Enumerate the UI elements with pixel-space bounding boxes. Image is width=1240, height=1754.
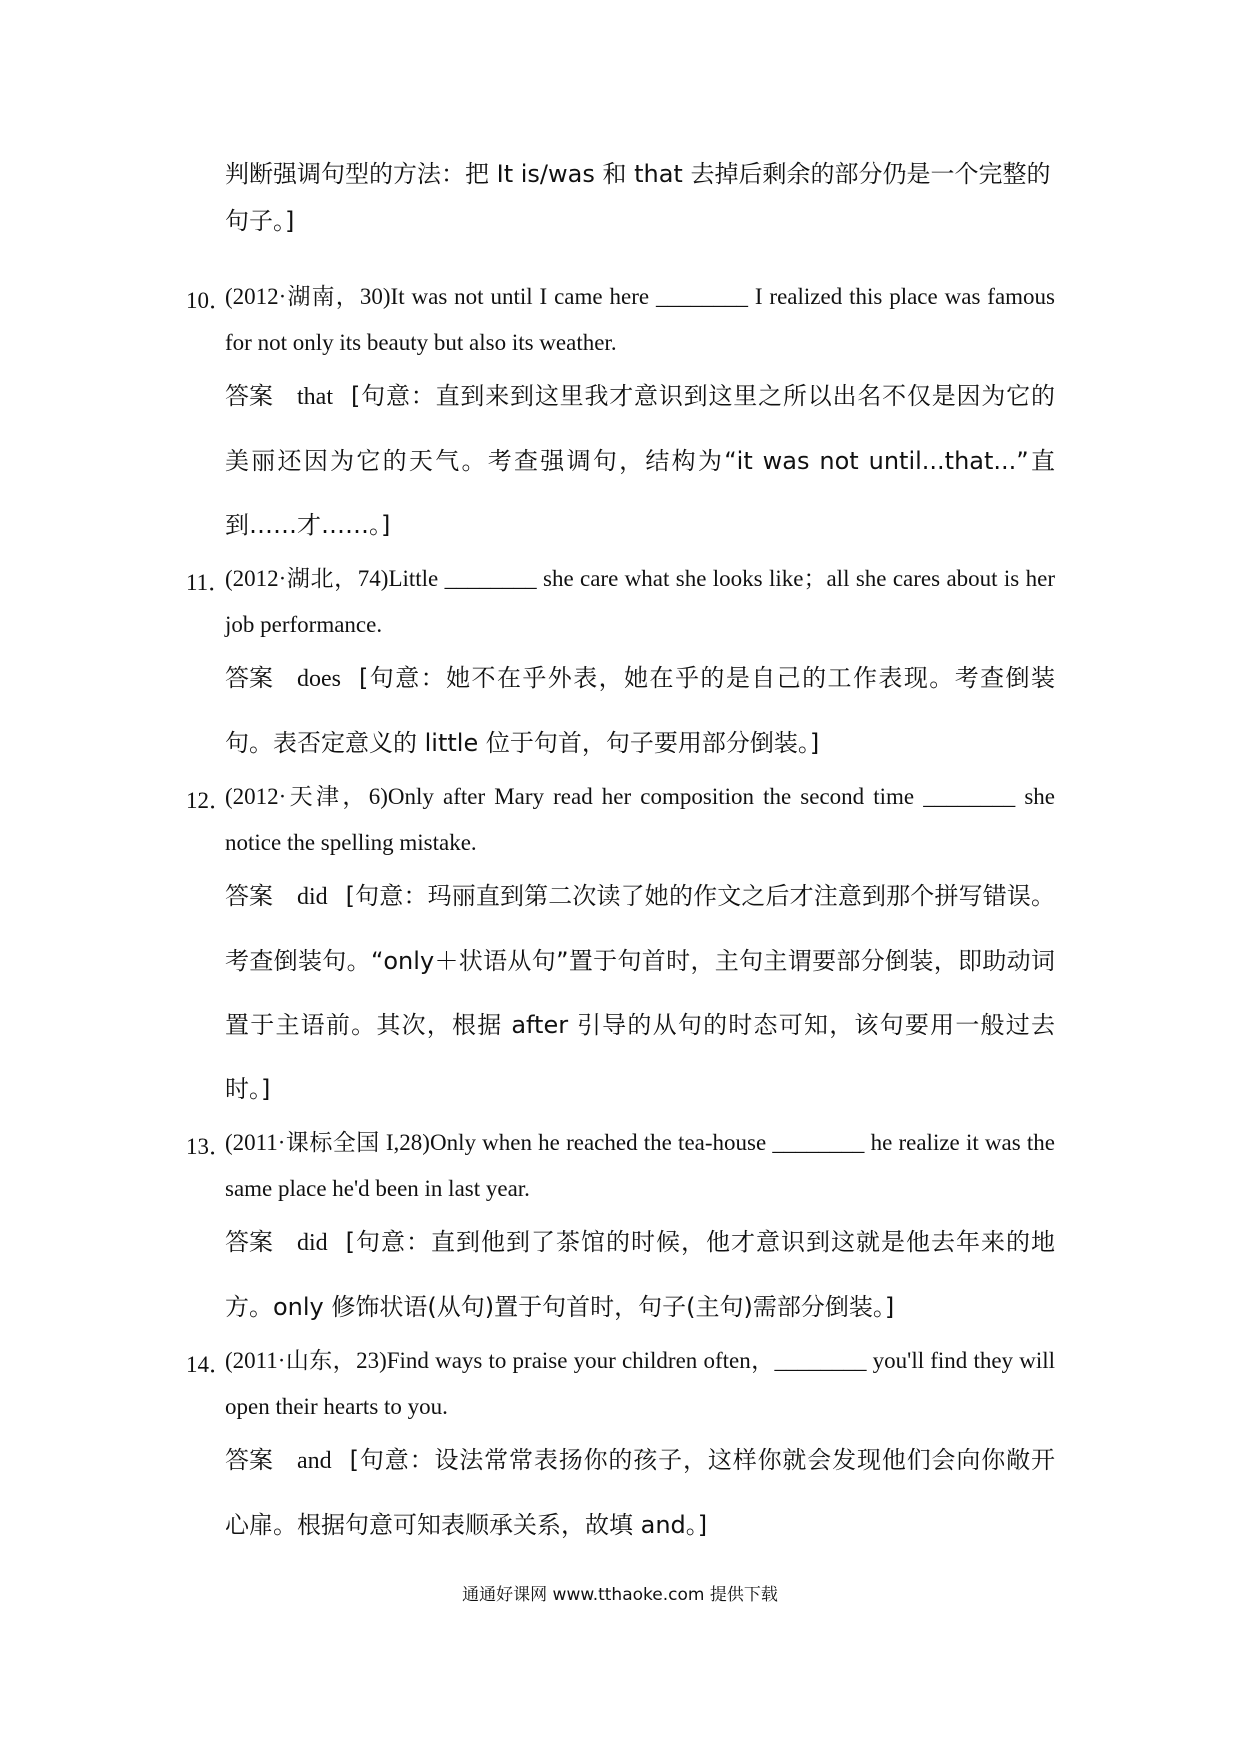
answer-word: did	[297, 884, 328, 910]
answer-explanation: [句意：她不在乎外表，她在乎的是自己的工作表现。考查倒装句。表否定意义的 little 位于句首，句子要用部分倒装。]	[225, 664, 1055, 757]
answer-label: 答案	[225, 382, 273, 410]
question-number: 14．	[186, 1352, 232, 1377]
answer-explanation: [句意：直到来到这里我才意识到这里之所以出名不仅是因为它的美丽还因为它的天气。考查强调句，结构为“it was not until...that...”直到……才……。]	[225, 382, 1055, 539]
intro-line-1: 判断强调句型的方法：把 It is/was 和 that 去掉后剩余的部分仍是一个完整的	[225, 160, 1051, 188]
answer-label: 答案	[225, 882, 273, 910]
answer-word: does	[297, 666, 341, 692]
answer-label: 答案	[225, 664, 273, 692]
answer-word: did	[297, 1230, 328, 1256]
answer-label: 答案	[225, 1228, 273, 1256]
answer-word: and	[297, 1448, 332, 1474]
answer-block	[225, 646, 1055, 775]
question-text: (2011·山东，23)Find ways to praise your children often，________ you'll find they will open their hearts to you.	[225, 1348, 1055, 1419]
question-number: 10．	[186, 288, 232, 313]
question-text: (2012·湖北，74)Little ________ she care what she looks like；all she cares about is her job performance.	[225, 566, 1055, 637]
page-footer: 通通好课网 www.tthaoke.com 提供下载	[462, 1585, 778, 1605]
question-number: 11．	[186, 570, 232, 595]
question-text: (2012·湖南，30)It was not until I came here ________ I realized this place was famous for not only its beauty but also its weather.	[225, 284, 1055, 355]
answer-explanation: [句意：设法常常表扬你的孩子，这样你就会发现他们会向你敞开心扉。根据句意可知表顺承关系，故填 and。]	[225, 1446, 1055, 1539]
answer-block	[225, 1210, 1055, 1339]
intro-line-2: 句子。]	[225, 207, 295, 235]
question-number: 12．	[186, 788, 232, 813]
answer-word: that	[297, 384, 333, 410]
question-text: (2011·课标全国 I,28)Only when he reached the tea-house ________ he realize it was the same place he'd been in last year.	[225, 1130, 1055, 1201]
answer-explanation: [句意：直到他到了茶馆的时候，他才意识到这就是他去年来的地方。only 修饰状语(从句)置于句首时，句子(主句)需部分倒装。]	[225, 1228, 1055, 1321]
question-number: 13．	[186, 1134, 232, 1159]
answer-block	[225, 864, 1055, 1121]
answer-block	[225, 364, 1055, 557]
answer-block	[225, 1428, 1055, 1557]
answer-label: 答案	[225, 1446, 273, 1474]
question-text: (2012·天津，6)Only after Mary read her composition the second time ________ she notice the spelling mistake.	[225, 784, 1055, 855]
answer-explanation: [句意：玛丽直到第二次读了她的作文之后才注意到那个拼写错误。考查倒装句。“only＋状语从句”置于句首时，主句主谓要部分倒装，即助动词置于主语前。其次，根据 after 引导的从句的时态可知，该句要用一般过去时。]	[225, 882, 1055, 1103]
